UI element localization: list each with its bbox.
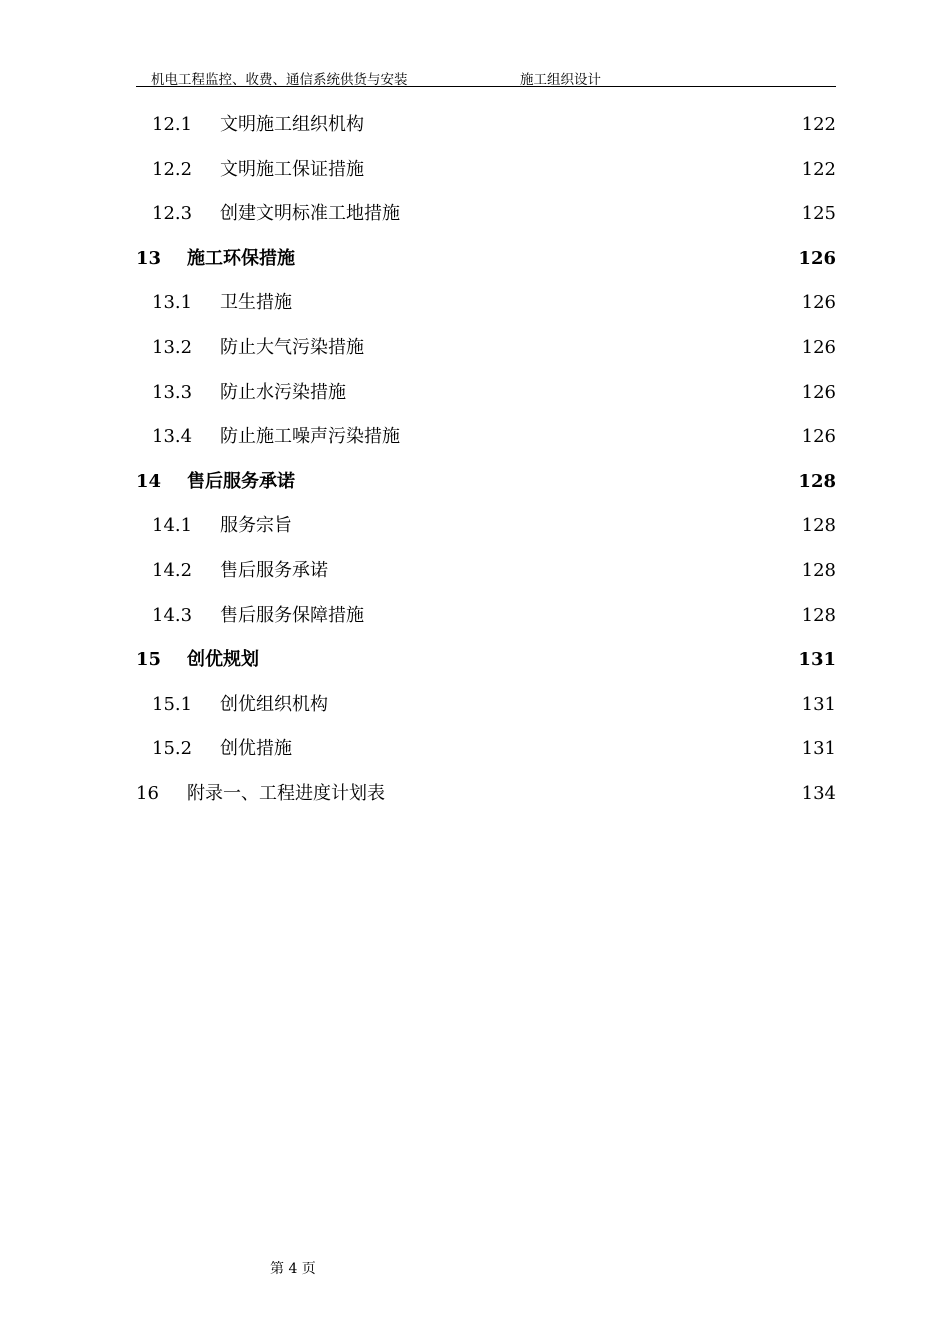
toc-entry-page: 131 (801, 693, 836, 715)
toc-entry-number: 16 (136, 782, 159, 804)
toc-entry[interactable] (136, 326, 836, 371)
toc-entry-title: 防止大气污染措施 (220, 336, 364, 358)
toc-entry[interactable] (136, 549, 836, 594)
toc-entry-title: 防止水污染措施 (220, 381, 346, 403)
page-number: 第 4 页 (270, 1261, 316, 1277)
toc-entry-page: 128 (798, 470, 836, 492)
toc-entry-page: 131 (798, 649, 836, 671)
toc-entry-title: 创建文明标准工地措施 (220, 203, 400, 225)
toc-entry[interactable] (136, 192, 836, 237)
toc-entry[interactable] (136, 683, 836, 728)
toc-entry-number: 12.1 (152, 114, 193, 135)
toc-entry-title: 防止施工噪声污染措施 (220, 426, 400, 448)
toc-entry-page: 126 (798, 247, 836, 269)
toc-entry-number: 13.2 (152, 336, 193, 358)
toc-entry-page: 128 (801, 515, 836, 537)
toc-entry[interactable] (136, 415, 836, 460)
toc-entry-page: 134 (801, 782, 836, 804)
toc-entry-page: 122 (801, 114, 836, 135)
toc-entry-page: 126 (801, 292, 836, 314)
toc-entry-number: 14.2 (152, 559, 193, 581)
toc-entry-title: 施工环保措施 (187, 247, 295, 269)
toc-entry-page: 126 (801, 381, 836, 403)
page-header (136, 66, 836, 87)
toc-entry[interactable] (136, 638, 836, 683)
toc-entry[interactable] (136, 103, 836, 148)
toc-entry-page: 128 (801, 604, 836, 626)
toc-entry-title: 文明施工组织机构 (220, 114, 364, 135)
toc-entry-title: 售后服务承诺 (220, 559, 328, 581)
toc-entry[interactable] (136, 727, 836, 772)
toc-entry-number: 13 (136, 247, 162, 269)
toc-entry[interactable] (136, 504, 836, 549)
toc-entry-number: 14.1 (152, 515, 193, 537)
toc-entry-page: 126 (801, 336, 836, 358)
toc-entry-number: 14.3 (152, 604, 193, 626)
toc-entry-page: 125 (801, 203, 836, 225)
toc-entry-number: 15 (136, 649, 162, 671)
toc-entry-number: 13.1 (152, 292, 193, 314)
toc-entry[interactable] (136, 237, 836, 282)
toc-entry-title: 服务宗旨 (220, 515, 292, 537)
toc-entry-page: 131 (801, 738, 836, 760)
toc-entry-number: 15.1 (152, 693, 193, 715)
header-document-type: 施工组织设计 (520, 72, 601, 88)
toc-entry[interactable] (136, 772, 836, 817)
toc-entry-number: 14 (136, 470, 162, 492)
toc-entry[interactable] (136, 371, 836, 416)
toc-entry-number: 15.2 (152, 738, 193, 760)
toc-entry-title: 创优组织机构 (220, 693, 328, 715)
toc-entry-title: 创优规划 (187, 649, 259, 671)
toc-entry-title: 文明施工保证措施 (220, 158, 364, 180)
toc-entry-page: 126 (801, 426, 836, 448)
toc-entry-number: 12.3 (152, 203, 193, 225)
toc-entry-title: 卫生措施 (220, 292, 292, 314)
toc-entry[interactable] (136, 281, 836, 326)
toc-entry-title: 创优措施 (220, 738, 292, 760)
toc-entry[interactable] (136, 460, 836, 505)
toc-entry-number: 12.2 (152, 158, 193, 180)
toc-entry-page: 128 (801, 559, 836, 581)
table-of-contents (136, 103, 836, 817)
toc-entry-title: 售后服务承诺 (187, 470, 295, 492)
toc-entry-number: 13.4 (152, 426, 193, 448)
toc-entry[interactable] (136, 594, 836, 639)
toc-entry[interactable] (136, 148, 836, 193)
toc-entry-number: 13.3 (152, 381, 193, 403)
header-document-title: 机电工程监控、收费、通信系统供货与安装 (151, 72, 408, 88)
toc-entry-title: 售后服务保障措施 (220, 604, 364, 626)
toc-entry-page: 122 (801, 158, 836, 180)
toc-entry-title: 附录一、工程进度计划表 (187, 782, 385, 804)
